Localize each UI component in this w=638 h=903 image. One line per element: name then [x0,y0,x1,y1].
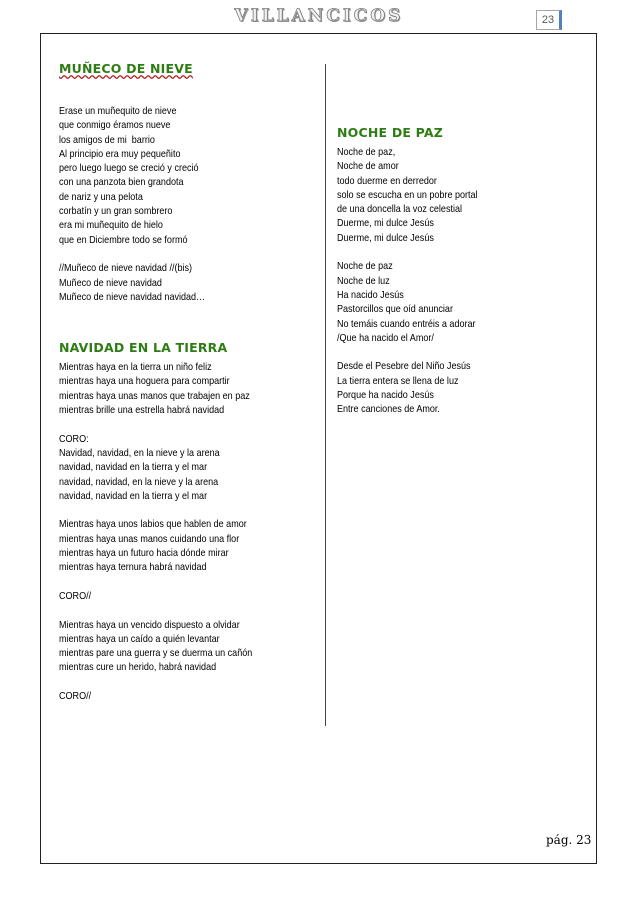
lyric-line: era mi muñequito de hielo [59,219,163,232]
lyric-line: Noche de luz [337,274,390,287]
lyric-line: La tierra entera se llena de luz [337,374,459,387]
lyric-line: Pastorcillos que oíd anunciar [337,303,453,316]
column-divider [325,64,326,726]
lyric-line: solo se escucha en un pobre portal [337,188,478,201]
lyric-line: mientras haya unas manos que trabajen en paz [59,389,250,402]
lyrics-navidad-en-la-tierra [59,360,278,703]
lyric-line: Mientras haya en la tierra un niño feliz [59,361,212,374]
lyric-line [59,503,278,517]
lyric-line: corbatín y un gran sombrero [59,205,173,218]
lyric-line: Ha nacido Jesús [337,288,404,301]
lyric-line: navidad, navidad en la tierra y el mar [59,461,208,474]
right-column [337,124,557,417]
left-column [59,60,314,703]
lyric-line: mientras brille una estrella habrá navidad [59,404,225,417]
header-title: VILLANCICOS [234,6,404,26]
lyric-line [59,603,278,617]
footer-page-label: pág. 23 [546,833,592,847]
lyric-line: Al principio era muy pequeñito [59,147,181,160]
lyric-line: pero luego luego se creció y creció [59,162,199,175]
lyric-line: navidad, navidad en la tierra y el mar [59,489,208,502]
song-title-noche-de-paz: NOCHE DE PAZ [337,125,444,140]
lyric-line: Muñeco de nieve navidad [59,276,162,289]
lyric-line: con una panzota bien grandota [59,176,184,189]
lyrics-noche-de-paz [337,145,526,417]
lyric-line: CORO// [59,589,92,602]
lyric-line: mientras haya un futuro hacia dónde mirar [59,547,229,560]
lyric-line: de una doncella la voz celestial [337,203,463,216]
song-title-muneco-de-nieve: MUÑECO DE NIEVE [59,61,193,76]
lyric-line: //Muñeco de nieve navidad //(bis) [59,262,193,275]
lyric-line: Muñeco de nieve navidad navidad… [59,290,206,303]
lyric-line: Navidad, navidad, en la nieve y la arena [59,446,220,459]
lyric-line: Noche de paz [337,260,393,273]
lyrics-muneco-de-nieve [59,104,278,304]
lyric-line: que conmigo éramos nueve [59,119,171,132]
lyric-line [59,575,278,589]
lyric-line: CORO// [59,689,92,702]
lyric-line: Entre canciones de Amor. [337,403,440,416]
lyric-line: Noche de paz, [337,146,396,158]
lyric-line: mientras haya un caído a quién levantar [59,632,220,645]
lyric-line: Duerme, mi dulce Jesús [337,217,434,230]
lyric-line: Duerme, mi dulce Jesús [337,231,434,244]
lyric-line: CORO: [59,432,89,445]
lyric-line: de nariz y una pelota [59,190,143,203]
lyric-line: que en Diciembre todo se formó [59,233,188,246]
lyric-line [59,247,278,261]
page-number-badge: 23 [536,10,562,30]
lyric-line: Erase un muñequito de nieve [59,105,177,117]
lyric-line: Desde el Pesebre del Niño Jesús [337,360,471,373]
lyric-line: mientras haya unas manos cuidando una flor [59,532,240,545]
lyric-line: /Que ha nacido el Amor/ [337,331,434,344]
lyric-line: mientras pare una guerra y se duerma un cañón [59,647,253,660]
lyric-line: mientras cure un herido, habrá navidad [59,661,217,674]
song-title-navidad-en-la-tierra: NAVIDAD EN LA TIERRA [59,340,228,356]
lyric-line: Noche de amor [337,160,399,173]
lyric-line: navidad, navidad, en la nieve y la arena [59,475,219,488]
lyric-line [337,345,526,359]
lyric-line [59,417,278,431]
lyric-line [59,675,278,689]
lyric-line: mientras haya ternura habrá navidad [59,561,207,574]
lyric-line: mientras haya una hoguera para compartir [59,375,230,388]
lyric-line: Porque ha nacido Jesús [337,389,434,402]
lyric-line [337,245,526,259]
lyric-line: Mientras haya unos labios que hablen de amor [59,518,247,531]
lyric-line: No temáis cuando entréis a adorar [337,317,476,330]
lyric-line: todo duerme en derredor [337,174,437,187]
lyric-line: los amigos de mi barrio [59,133,155,146]
lyric-line: Mientras haya un vencido dispuesto a olvidar [59,618,240,631]
